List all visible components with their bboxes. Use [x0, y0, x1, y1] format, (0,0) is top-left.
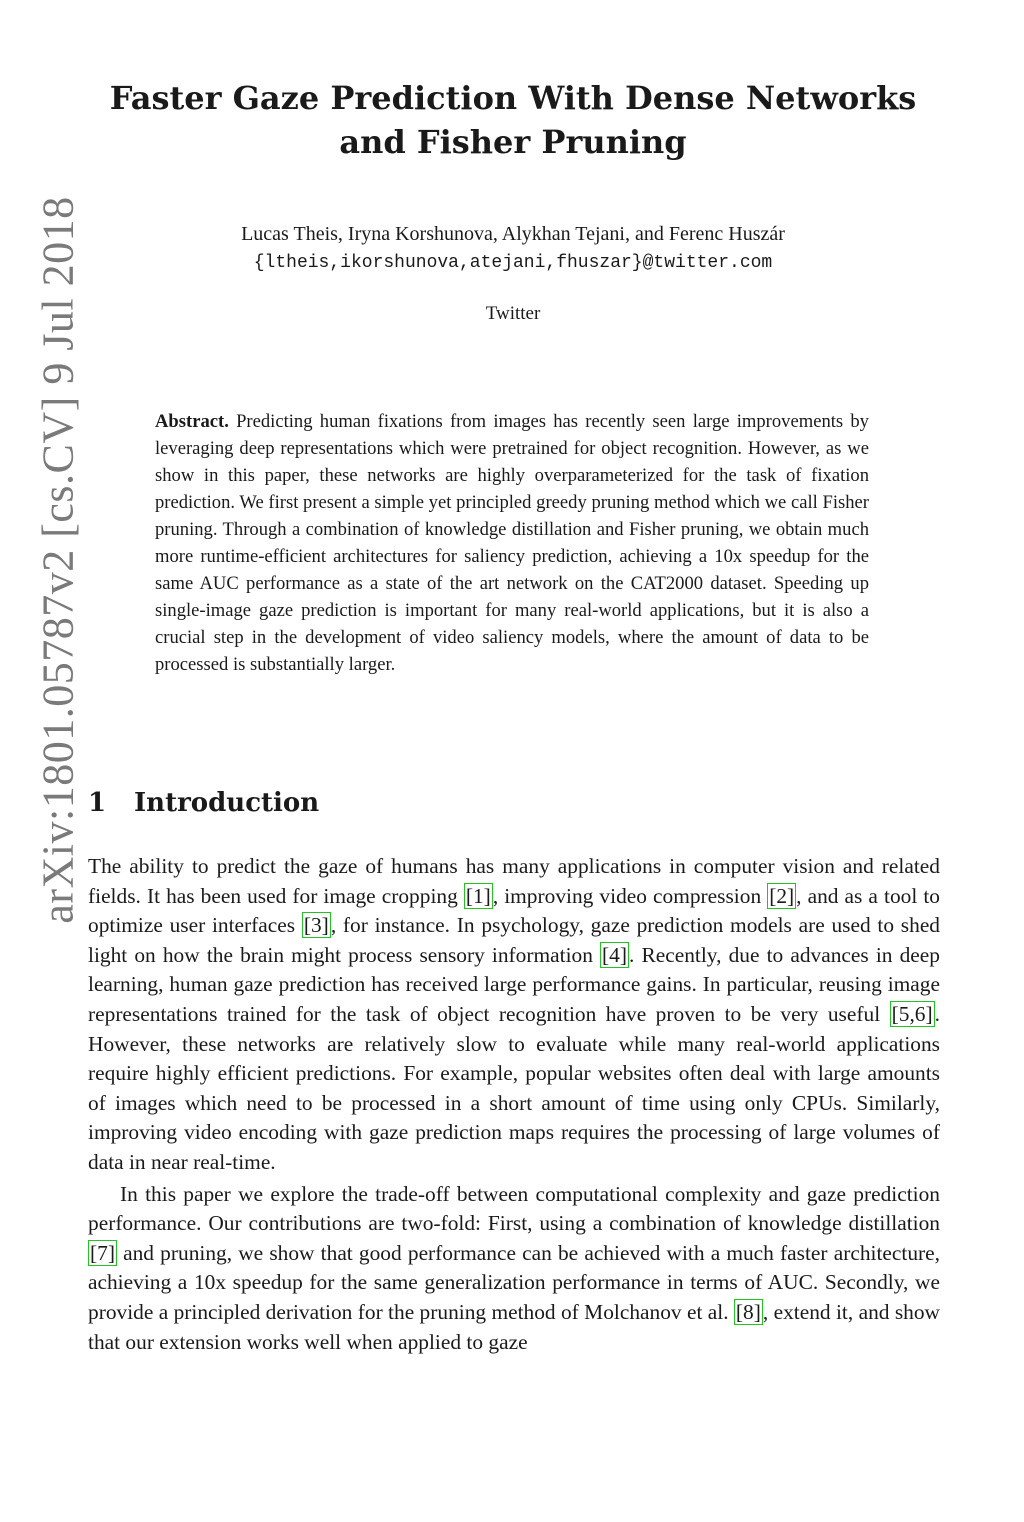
- citation-link[interactable]: [2]: [769, 883, 795, 908]
- arxiv-identifier: arXiv:1801.05787v2 [cs.CV] 9 Jul 2018: [33, 196, 83, 924]
- author-emails[interactable]: {ltheis,ikorshunova,atejani,fhuszar}@twitter.com: [253, 253, 773, 273]
- citation-link[interactable]: [8]: [735, 1299, 761, 1324]
- text-run: , improving video compression: [492, 883, 768, 908]
- section-number: 1: [88, 788, 107, 818]
- citation-link[interactable]: [7]: [90, 1240, 115, 1265]
- section-heading-introduction: [88, 785, 319, 821]
- text-run: , and as a tool to optimize user interfaces: [88, 883, 940, 938]
- text-run: . Recently, due to advances in deep learning, human gaze prediction has received large performance gains. In particular, reusing image representations trained for the task of object recognition have proven to be very useful: [88, 942, 940, 1026]
- title-line-2: and Fisher Pruning: [339, 123, 687, 161]
- citation-link[interactable]: [3]: [303, 913, 329, 938]
- paragraph-1: [88, 852, 940, 1178]
- text-run: The ability to predict the gaze of humans has many applications in computer vision and related fields. It has been used for image cropping: [88, 854, 940, 908]
- text-run: and pruning, we show that good performance can be achieved with a much faster architecture, achieving a 10x speedup for the same generalization performance in terms of AUC. Secondly, we provide a principled derivation for the pruning method of Molchanov et al.: [88, 1240, 940, 1324]
- citation-link[interactable]: [4]: [602, 942, 627, 967]
- text-run: . However, these networks are relatively slow to evaluate while many real-world applications require highly efficient predictions. For example, popular websites often deal with large amounts of images which need to be processed in a short amount of time using only CPUs. Similarly, improving video encoding with gaze prediction maps requires the processing of large volumes of data in near real-time.: [88, 1001, 940, 1174]
- paper-title: [88, 76, 938, 164]
- text-run: , extend it, and show that our extension works well when applied to gaze: [88, 1299, 940, 1354]
- section-title: Introduction: [134, 788, 320, 818]
- introduction-body: [88, 852, 940, 1357]
- abstract-label: Abstract.: [155, 411, 229, 432]
- abstract-text: Predicting human fixations from images has recently seen large improvements by leveraging deep representations which were pretrained for object recognition. However, as we show in this paper, these networks are highly overparameterized for the task of fixation prediction. We first present a simple yet principled greedy pruning method which we call Fisher pruning. Through a combination of knowledge distillation and Fisher pruning, we obtain much more runtime-efficient architectures for saliency prediction, achieving a 10x speedup for the same AUC performance as a state of the art network on the CAT2000 dataset. Speeding up single-image gaze prediction is important for many real-world applications, but it is also a crucial step in the development of video saliency models, where the amount of data to be processed is substantially larger.: [155, 411, 869, 675]
- text-run: In this paper we explore the trade-off between computational complexity and gaze prediction performance. Our contributions are two-fold: First, using a combination of knowledge distillation: [88, 1181, 940, 1236]
- author-list: Lucas Theis, Iryna Korshunova, Alykhan Tejani, and Ferenc Huszár: [241, 223, 785, 245]
- citation-link[interactable]: [1]: [465, 883, 491, 908]
- text-run: , for instance. In psychology, gaze prediction models are used to shed light on how the brain might process sensory information: [88, 913, 941, 967]
- affiliation: Twitter: [485, 303, 541, 324]
- abstract: [155, 408, 869, 678]
- title-line-1: Faster Gaze Prediction With Dense Networks: [109, 79, 917, 117]
- paragraph-2: [88, 1180, 940, 1358]
- citation-link[interactable]: [5,6]: [891, 1001, 933, 1026]
